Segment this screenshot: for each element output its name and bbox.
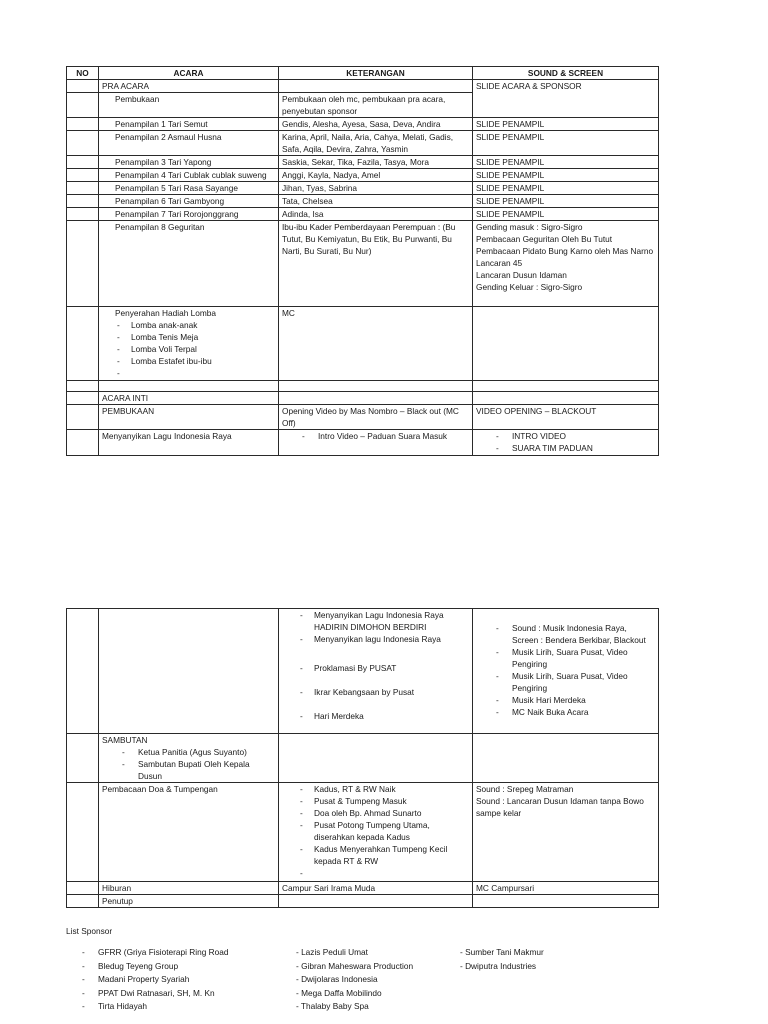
- list-item: - Pusat Potong Tumpeng Utama, diserahkan kepada Kadus: [282, 819, 469, 843]
- list-item: - MC Naik Buka Acara: [476, 706, 655, 718]
- sound-line: Lancaran Dusun Idaman: [476, 270, 567, 280]
- sponsor-item: - PPAT Dwi Ratnasari, SH, M. Kn: [82, 987, 228, 1001]
- sponsor-item: - Madani Property Syariah: [82, 973, 228, 987]
- table-header-row: [67, 67, 659, 80]
- list-item: - Ketua Panitia (Agus Suyanto): [102, 746, 275, 758]
- sound-penampilan-2: SLIDE PENAMPIL: [473, 131, 659, 156]
- sound-penampilan-5: SLIDE PENAMPIL: [473, 182, 659, 195]
- pra-acara-sound: SLIDE ACARA & SPONSOR: [473, 80, 659, 118]
- sound-line: Sound : Lancaran Dusun Idaman tanpa Bowo sampe kelar: [476, 796, 644, 818]
- sponsor-item: - Sumber Tani Makmur: [460, 947, 544, 957]
- sound-line: Pembacaan Geguritan Oleh Bu Tutut: [476, 234, 613, 244]
- ket-penampilan-3: Saskia, Sekar, Tika, Fazila, Tasya, Mora: [279, 156, 473, 169]
- table-row: [67, 895, 659, 908]
- list-item: - INTRO VIDEO: [476, 430, 655, 442]
- sponsor-column-3: [460, 946, 544, 973]
- ket-hiburan: Campur Sari Irama Muda: [279, 882, 473, 895]
- acara-pembukaan: Pembukaan: [99, 93, 279, 118]
- acara-penampilan-5: Penampilan 5 Tari Rasa Sayange: [99, 182, 279, 195]
- hadiah-list: [115, 319, 275, 379]
- ket-lagu-indonesia-raya: [279, 430, 473, 456]
- acara-penyerahan-hadiah: [99, 307, 279, 381]
- sponsor-item: - Mega Daffa Mobilindo: [296, 987, 382, 998]
- list-item: [115, 367, 275, 379]
- table-row: [67, 169, 659, 182]
- sponsor-item: - Dwijolaras Indonesia: [296, 974, 378, 984]
- list-item: [282, 867, 469, 879]
- sponsor-item: - Dwiputra Industries: [460, 960, 537, 971]
- list-item: - Lomba anak-anak: [115, 319, 275, 331]
- list-item: - Ikrar Kebangsaan by Pusat: [282, 686, 469, 698]
- sponsor-item: - Lazis Peduli Umat: [296, 947, 368, 957]
- list-item: - Menyanyikan lagu Indonesia Raya: [282, 633, 469, 645]
- table-row: [67, 80, 659, 93]
- list-item: - Lomba Estafet ibu-ibu: [115, 355, 275, 367]
- header-keterangan: KETERANGAN: [279, 67, 473, 80]
- sponsor-item: - Thalaby Baby Spa: [296, 1001, 369, 1011]
- list-item: - Lomba Voli Terpal: [115, 343, 275, 355]
- table-row: [67, 221, 659, 307]
- ket-penampilan-4: Anggi, Kayla, Nadya, Amel: [279, 169, 473, 182]
- table-row: [67, 208, 659, 221]
- list-item: - SUARA TIM PADUAN: [476, 442, 655, 454]
- rundown-table-2: [66, 608, 659, 908]
- list-item: - Pusat & Tumpeng Masuk: [282, 795, 469, 807]
- list-item: - Musik Lirih, Suara Pusat, Video Pengiring: [476, 670, 655, 694]
- list-item: - Menyanyikan Lagu Indonesia Raya HADIRIN DIMOHON BERDIRI: [282, 609, 469, 633]
- list-item: - Proklamasi By PUSAT: [282, 662, 469, 674]
- sponsor-column-2: [296, 946, 413, 1014]
- list-item: - Intro Video – Paduan Suara Masuk: [282, 430, 469, 442]
- ket-penampilan-2: Karina, April, Naila, Aria, Cahya, Melati, Gadis, Safa, Aqila, Devira, Zahra, Yasmin: [279, 131, 473, 156]
- acara-penutup: Penutup: [99, 895, 279, 908]
- list-item: - Sound : Musik Indonesia Raya, Screen : Bendera Berkibar, Blackout: [476, 622, 655, 646]
- list-item: - Kadus, RT & RW Naik: [282, 783, 469, 795]
- sound-penampilan-6: SLIDE PENAMPIL: [473, 195, 659, 208]
- sponsor-column-1: [82, 946, 228, 1014]
- ket-doa-tumpengan: [279, 783, 473, 882]
- table-row: [67, 182, 659, 195]
- sound-doa-tumpengan: [473, 783, 659, 882]
- sound-penampilan-4: SLIDE PENAMPIL: [473, 169, 659, 182]
- acara-penampilan-1: Penampilan 1 Tari Semut: [99, 118, 279, 131]
- sound-penampilan-3: SLIDE PENAMPIL: [473, 156, 659, 169]
- list-item: - Doa oleh Bp. Ahmad Sunarto: [282, 807, 469, 819]
- acara-penampilan-6: Penampilan 6 Tari Gambyong: [99, 195, 279, 208]
- table-row-empty: [67, 381, 659, 392]
- list-item: - Sambutan Bupati Oleh Kepala Dusun: [102, 758, 275, 782]
- sponsor-title: List Sponsor: [66, 926, 113, 936]
- acara-pembukaan-inti: PEMBUKAAN: [99, 405, 279, 430]
- header-no: NO: [67, 67, 99, 80]
- table-row: [67, 882, 659, 895]
- acara-penampilan-2: Penampilan 2 Asmaul Husna: [99, 131, 279, 156]
- ket-penampilan-6: Tata, Chelsea: [279, 195, 473, 208]
- ket-penampilan-1: Gendis, Alesha, Ayesa, Sasa, Deva, Andira: [279, 118, 473, 131]
- list-item: - Musik Lirih, Suara Pusat, Video Pengiring: [476, 646, 655, 670]
- table-row: [67, 195, 659, 208]
- sound-penampilan-8: [473, 221, 659, 307]
- sponsor-item: - Tirta Hidayah: [82, 1000, 228, 1014]
- ket-penampilan-7: Adinda, Isa: [279, 208, 473, 221]
- sound-penampilan-1: SLIDE PENAMPIL: [473, 118, 659, 131]
- acara-sambutan: [99, 734, 279, 783]
- sound-line: Gending masuk : Sigro-Sigro: [476, 222, 583, 232]
- list-item: - Musik Hari Merdeka: [476, 694, 655, 706]
- acara-hiburan: Hiburan: [99, 882, 279, 895]
- sound-line: Gending Keluar : Sigro-Sigro: [476, 282, 583, 292]
- table-row: [67, 307, 659, 381]
- sound-lagu-cont: [473, 609, 659, 734]
- table-row: [67, 430, 659, 456]
- sound-line: Lancaran 45: [476, 258, 523, 268]
- acara-penampilan-7: Penampilan 7 Tari Rorojonggrang: [99, 208, 279, 221]
- list-item: - Kadus Menyerahkan Tumpeng Kecil kepada RT & RW: [282, 843, 469, 867]
- ket-lagu-cont: [279, 609, 473, 734]
- sound-lagu-indonesia-raya: [473, 430, 659, 456]
- list-item: - Hari Merdeka: [282, 710, 469, 722]
- sound-penampilan-7: SLIDE PENAMPIL: [473, 208, 659, 221]
- table-row: [67, 118, 659, 131]
- acara-lagu-indonesia-raya: Menyanyikan Lagu Indonesia Raya: [99, 430, 279, 456]
- header-sound: SOUND & SCREEN: [473, 67, 659, 80]
- table-row: [67, 156, 659, 169]
- ket-pembukaan: Pembukaan oleh mc, pembukaan pra acara, penyebutan sponsor: [279, 93, 473, 118]
- section-acara-inti: ACARA INTI: [99, 392, 279, 405]
- sponsor-item: - Gibran Maheswara Production: [296, 960, 414, 971]
- hadiah-title: Penyerahan Hadiah Lomba: [115, 308, 217, 318]
- sound-line: Sound : Srepeg Matraman: [476, 784, 574, 794]
- acara-penampilan-4: Penampilan 4 Tari Cublak cublak suweng: [99, 169, 279, 182]
- list-item: - Lomba Tenis Meja: [115, 331, 275, 343]
- table-row: [67, 609, 659, 734]
- acara-doa-tumpengan: Pembacaan Doa & Tumpengan: [99, 783, 279, 882]
- sound-hiburan: MC Campursari: [473, 882, 659, 895]
- sound-line: Pembacaan Pidato Bung Karno oleh Mas Narno: [476, 246, 654, 256]
- table-row: [67, 734, 659, 783]
- table-row: [67, 131, 659, 156]
- table-row: [67, 405, 659, 430]
- acara-penampilan-3: Penampilan 3 Tari Yapong: [99, 156, 279, 169]
- sambutan-title: SAMBUTAN: [102, 735, 148, 745]
- acara-penampilan-8: Penampilan 8 Geguritan: [99, 221, 279, 307]
- sound-pembukaan-inti: VIDEO OPENING – BLACKOUT: [473, 405, 659, 430]
- table-row: [67, 783, 659, 882]
- ket-pembukaan-inti: Opening Video by Mas Nombro – Black out (MC Off): [279, 405, 473, 430]
- table-row: [67, 392, 659, 405]
- sponsor-item: - GFRR (Griya Fisioterapi Ring Road: [82, 946, 228, 960]
- rundown-table-1: [66, 66, 659, 456]
- sponsor-item: - Bledug Teyeng Group: [82, 960, 228, 974]
- header-acara: ACARA: [99, 67, 279, 80]
- ket-penampilan-5: Jihan, Tyas, Sabrina: [279, 182, 473, 195]
- section-pra-acara: PRA ACARA: [99, 80, 279, 93]
- ket-penyerahan-hadiah: MC: [279, 307, 473, 381]
- ket-penampilan-8: Ibu-ibu Kader Pemberdayaan Perempuan : (Bu Tutut, Bu Kemiyatun, Bu Etik, Bu Purwanti, Bu Narti, Bu Surati, Bu Nur): [279, 221, 473, 307]
